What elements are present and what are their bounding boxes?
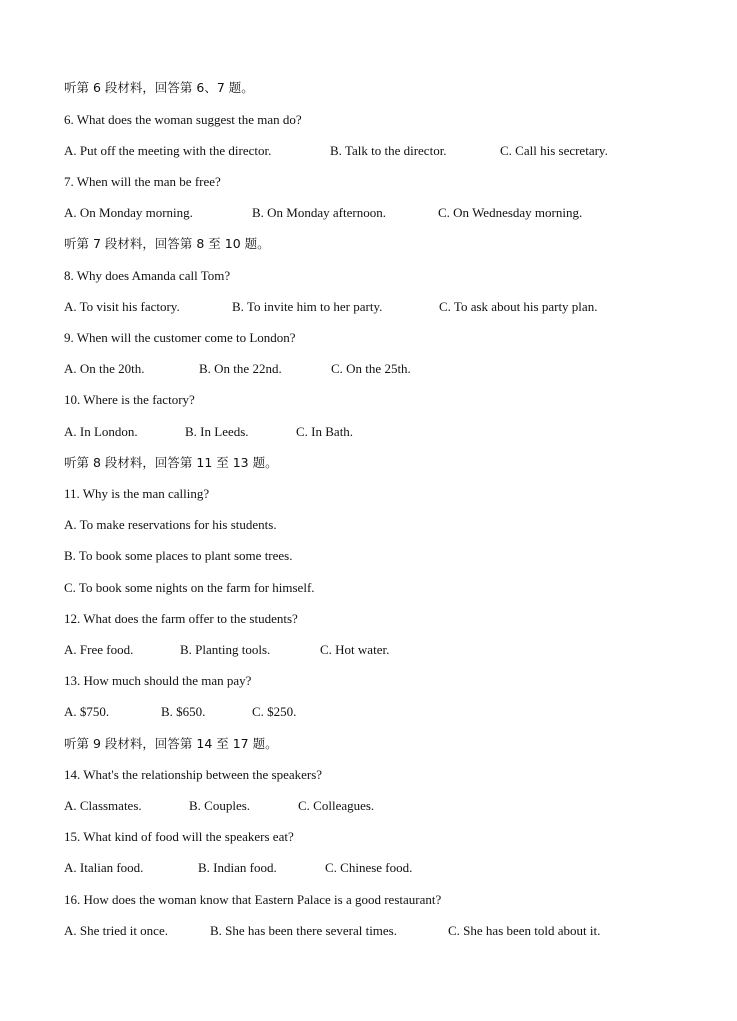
question-13: 13. How much should the man pay? — [64, 673, 252, 688]
section-heading: 听第 8 段材料，回答第 11 至 13 题。 — [64, 455, 278, 470]
question-8: 8. Why does Amanda call Tom? — [64, 268, 231, 283]
section-heading: 听第 6 段材料，回答第 6、7 题。 — [64, 80, 254, 95]
question-14: 14. What's the relationship between the speakers? — [64, 767, 323, 782]
option-b: B. On Monday afternoon. — [252, 205, 386, 220]
option-a: A. To make reservations for his students. — [64, 517, 277, 532]
option-c: C. Chinese food. — [325, 860, 413, 875]
option-b: B. To book some places to plant some trees. — [64, 548, 293, 563]
question-9: 9. When will the customer come to London? — [64, 330, 296, 345]
option-c: C. To ask about his party plan. — [439, 299, 598, 314]
option-b: B. She has been there several times. — [210, 923, 397, 938]
option-c: C. Call his secretary. — [500, 143, 608, 158]
option-a: A. In London. — [64, 424, 138, 439]
question-12: 12. What does the farm offer to the students? — [64, 611, 298, 626]
question-10: 10. Where is the factory? — [64, 392, 195, 407]
option-c: C. In Bath. — [296, 424, 354, 439]
option-b: B. On the 22nd. — [199, 361, 282, 376]
option-a: A. On Monday morning. — [64, 205, 193, 220]
option-a: A. Classmates. — [64, 798, 142, 813]
option-c: C. To book some nights on the farm for himself. — [64, 580, 315, 595]
section-heading: 听第 7 段材料，回答第 8 至 10 题。 — [64, 236, 270, 251]
question-11: 11. Why is the man calling? — [64, 486, 210, 501]
option-c: C. She has been told about it. — [448, 923, 601, 938]
option-b: B. Talk to the director. — [330, 143, 447, 158]
option-a: A. Italian food. — [64, 860, 144, 875]
option-c: C. On the 25th. — [331, 361, 411, 376]
option-b: B. $650. — [161, 704, 206, 719]
option-a: A. To visit his factory. — [64, 299, 180, 314]
question-16: 16. How does the woman know that Eastern Palace is a good restaurant? — [64, 892, 442, 907]
option-a: A. On the 20th. — [64, 361, 145, 376]
option-b: B. Couples. — [189, 798, 251, 813]
option-a: A. $750. — [64, 704, 110, 719]
option-b: B. In Leeds. — [185, 424, 249, 439]
option-c: C. $250. — [252, 704, 297, 719]
option-a: A. Put off the meeting with the director. — [64, 143, 272, 158]
option-b: B. Indian food. — [198, 860, 277, 875]
section-heading: 听第 9 段材料，回答第 14 至 17 题。 — [64, 736, 278, 751]
option-c: C. Colleagues. — [298, 798, 375, 813]
option-b: B. Planting tools. — [180, 642, 271, 657]
question-15: 15. What kind of food will the speakers eat? — [64, 829, 294, 844]
option-a: A. Free food. — [64, 642, 134, 657]
option-c: C. On Wednesday morning. — [438, 205, 583, 220]
option-c: C. Hot water. — [320, 642, 390, 657]
option-b: B. To invite him to her party. — [232, 299, 383, 314]
question-7: 7. When will the man be free? — [64, 174, 221, 189]
question-6: 6. What does the woman suggest the man do? — [64, 112, 302, 127]
option-a: A. She tried it once. — [64, 923, 168, 938]
